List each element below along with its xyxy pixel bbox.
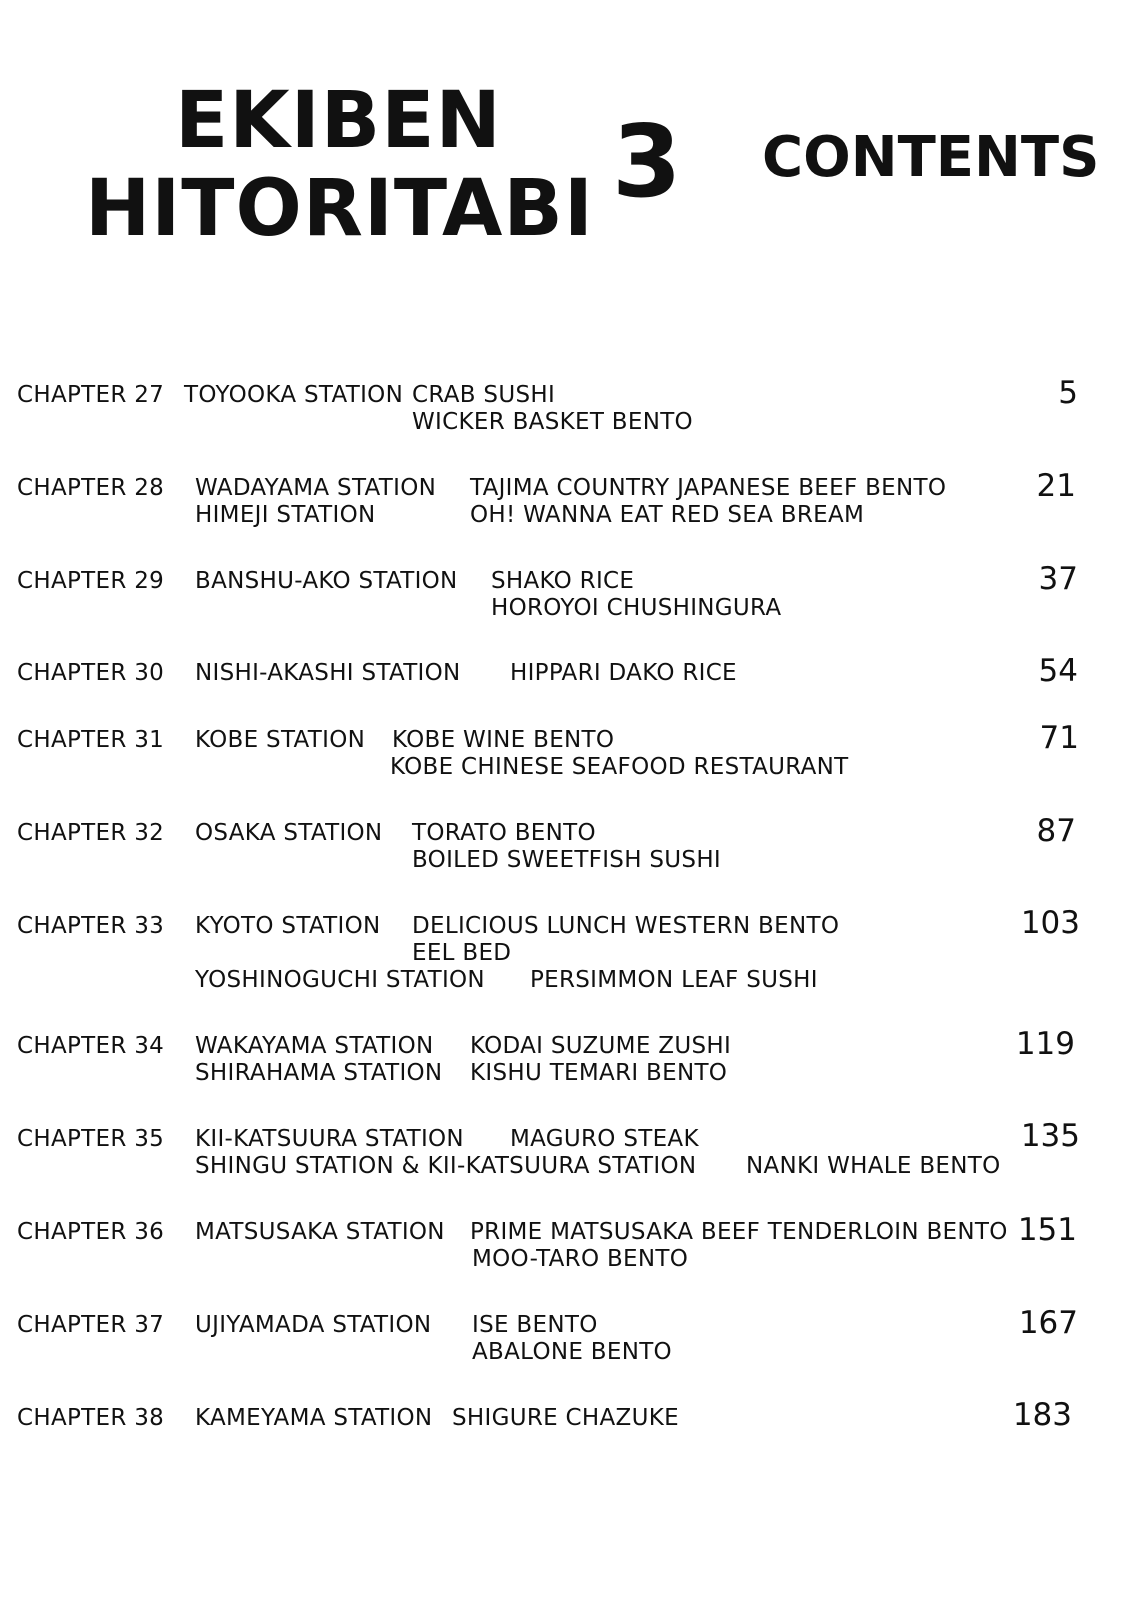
bento-name: KODAI SUZUME ZUSHI: [470, 1033, 732, 1059]
bento-name: KOBE WINE BENTO: [392, 727, 615, 753]
station-name: BANSHU-AKO STATION: [195, 568, 458, 594]
bento-name: CRAB SUSHI: [412, 382, 556, 408]
chapter-label: CHAPTER 30: [17, 660, 165, 686]
station-name: YOSHINOGUCHI STATION: [195, 967, 485, 993]
chapter-label: CHAPTER 28: [17, 475, 165, 501]
chapter-label: CHAPTER 34: [17, 1033, 165, 1059]
station-name: KII-KATSUURA STATION: [195, 1126, 464, 1152]
volume-number: 3: [612, 103, 682, 220]
bento-name: KOBE CHINESE SEAFOOD RESTAURANT: [390, 754, 849, 780]
bento-name: OH! WANNA EAT RED SEA BREAM: [470, 502, 865, 528]
page-number: 37: [1038, 561, 1078, 597]
bento-name: MOO-TARO BENTO: [472, 1246, 689, 1272]
page-number: 151: [1017, 1212, 1077, 1248]
chapter-label: CHAPTER 36: [17, 1219, 165, 1245]
page-number: 71: [1039, 720, 1079, 756]
page-number: 103: [1020, 905, 1080, 941]
station-name: KYOTO STATION: [195, 913, 381, 939]
bento-name: BOILED SWEETFISH SUSHI: [412, 847, 722, 873]
contents-heading: CONTENTS: [762, 125, 1100, 190]
station-name: WAKAYAMA STATION: [195, 1033, 434, 1059]
page-number: 21: [1036, 468, 1076, 504]
station-name: WADAYAMA STATION: [195, 475, 437, 501]
bento-name: MAGURO STEAK: [510, 1126, 699, 1152]
bento-name: ABALONE BENTO: [472, 1339, 672, 1365]
bento-name: KISHU TEMARI BENTO: [470, 1060, 728, 1086]
station-name: KOBE STATION: [195, 727, 366, 753]
chapter-label: CHAPTER 29: [17, 568, 165, 594]
page-title-line-1: EKIBEN: [175, 76, 502, 166]
page-number: 5: [1058, 375, 1078, 411]
bento-name: PRIME MATSUSAKA BEEF TENDERLOIN BENTO: [470, 1219, 1008, 1245]
bento-name: HIPPARI DAKO RICE: [510, 660, 737, 686]
page-number: 87: [1036, 813, 1076, 849]
station-name: TOYOOKA STATION: [184, 382, 404, 408]
bento-name: ISE BENTO: [472, 1312, 598, 1338]
bento-name: SHIGURE CHAZUKE: [452, 1405, 679, 1431]
station-name: NISHI-AKASHI STATION: [195, 660, 461, 686]
bento-name: WICKER BASKET BENTO: [412, 409, 693, 435]
station-name: SHINGU STATION & KII-KATSUURA STATION: [195, 1153, 697, 1179]
bento-name: SHAKO RICE: [491, 568, 635, 594]
page-number: 135: [1020, 1118, 1080, 1154]
chapter-label: CHAPTER 32: [17, 820, 165, 846]
bento-name: NANKI WHALE BENTO: [746, 1153, 1001, 1179]
page-number: 54: [1038, 653, 1078, 689]
station-name: MATSUSAKA STATION: [195, 1219, 445, 1245]
station-name: HIMEJI STATION: [195, 502, 376, 528]
page-number: 119: [1015, 1026, 1075, 1062]
bento-name: PERSIMMON LEAF SUSHI: [530, 967, 818, 993]
bento-name: EEL BED: [412, 940, 512, 966]
station-name: OSAKA STATION: [195, 820, 383, 846]
bento-name: HOROYOI CHUSHINGURA: [491, 595, 782, 621]
station-name: SHIRAHAMA STATION: [195, 1060, 443, 1086]
chapter-label: CHAPTER 35: [17, 1126, 165, 1152]
chapter-label: CHAPTER 33: [17, 913, 165, 939]
bento-name: TAJIMA COUNTRY JAPANESE BEEF BENTO: [470, 475, 947, 501]
station-name: UJIYAMADA STATION: [195, 1312, 432, 1338]
page-number: 167: [1018, 1305, 1078, 1341]
bento-name: TORATO BENTO: [412, 820, 596, 846]
bento-name: DELICIOUS LUNCH WESTERN BENTO: [412, 913, 840, 939]
chapter-label: CHAPTER 38: [17, 1405, 165, 1431]
station-name: KAMEYAMA STATION: [195, 1405, 433, 1431]
page-number: 183: [1012, 1397, 1072, 1433]
chapter-label: CHAPTER 27: [17, 382, 165, 408]
chapter-label: CHAPTER 37: [17, 1312, 165, 1338]
chapter-label: CHAPTER 31: [17, 727, 165, 753]
page-title-line-2: HITORITABI: [85, 164, 594, 254]
